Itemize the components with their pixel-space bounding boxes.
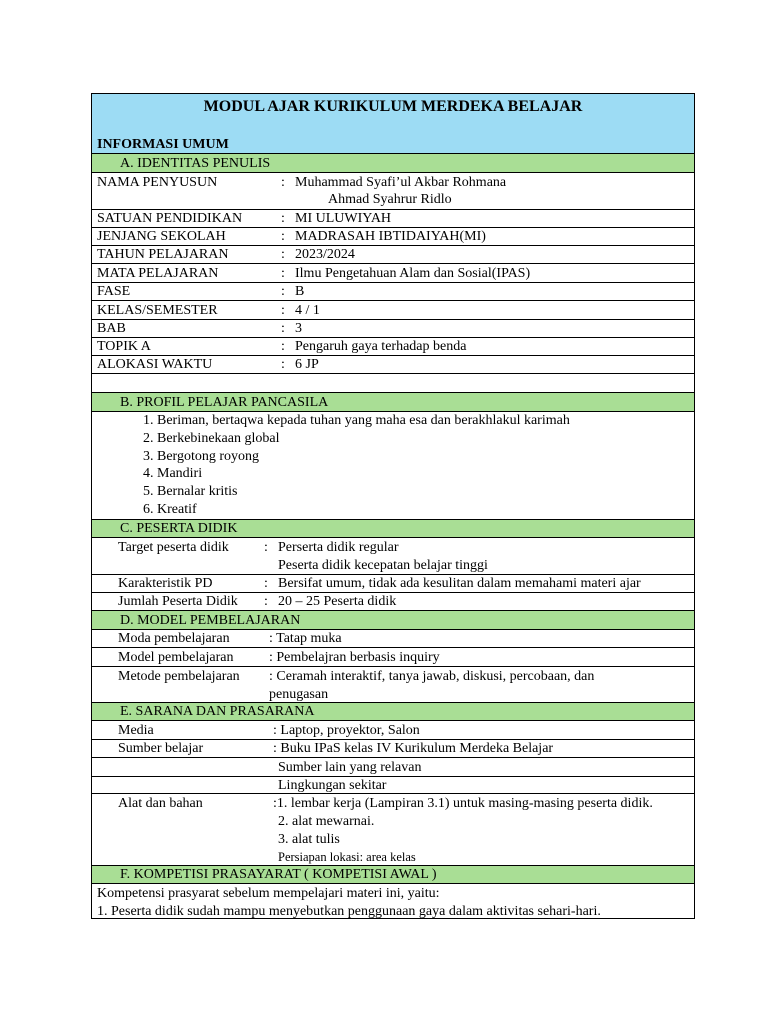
- row-value: 4 / 1: [295, 303, 320, 318]
- table-row: [92, 356, 694, 374]
- row-label: TOPIK A: [97, 339, 151, 354]
- row-value: 20 – 25 Peserta didik: [278, 594, 397, 609]
- document-title: MODUL AJAR KURIKULUM MERDEKA BELAJAR: [203, 98, 583, 115]
- table-row: [92, 246, 694, 264]
- row-value: Pengaruh gaya terhadap benda: [295, 339, 467, 354]
- list-item: 1. Beriman, bertaqwa kepada tuhan yang maha esa dan berakhlakul karimah: [143, 413, 570, 428]
- table-row: [92, 538, 694, 575]
- row-value: 3. alat tulis: [278, 832, 340, 847]
- list-item: 5. Bernalar kritis: [143, 484, 238, 499]
- table-row: [92, 338, 694, 356]
- row-label: TAHUN PELAJARAN: [97, 247, 229, 262]
- table-row: [92, 283, 694, 301]
- section-d-title: D. MODEL PEMBELAJARAN: [120, 613, 301, 628]
- row-label: JENJANG SEKOLAH: [97, 229, 226, 244]
- row-value: MI ULUWIYAH: [295, 211, 392, 226]
- row-value: : Pembelajran berbasis inquiry: [269, 650, 440, 665]
- row-label: Moda pembelajaran: [118, 631, 230, 646]
- row-label: Karakteristik PD: [118, 576, 213, 591]
- colon: :: [281, 247, 285, 262]
- row-value: 6 JP: [295, 357, 319, 372]
- row-value: :1. lembar kerja (Lampiran 3.1) untuk masing-masing peserta didik.: [273, 796, 653, 811]
- document-header: [92, 94, 694, 154]
- colon: :: [281, 303, 285, 318]
- table-row: [92, 777, 694, 794]
- section-e-heading: [92, 703, 694, 721]
- row-value: 3: [295, 321, 302, 336]
- table-row: [92, 721, 694, 740]
- profile-list: [92, 412, 694, 520]
- row-value: : Buku IPaS kelas IV Kurikulum Merdeka Belajar: [273, 741, 554, 756]
- row-value: Bersifat umum, tidak ada kesulitan dalam memahami materi ajar: [278, 576, 641, 591]
- colon: :: [281, 229, 285, 244]
- table-row: [92, 740, 694, 758]
- section-c-title: C. PESERTA DIDIK: [120, 521, 238, 536]
- row-label: BAB: [97, 321, 126, 336]
- table-row: [92, 648, 694, 667]
- section-general-info: INFORMASI UMUM: [97, 137, 229, 152]
- table-row: [92, 794, 694, 866]
- table-row: [92, 593, 694, 611]
- list-item: 3. Bergotong royong: [143, 449, 260, 464]
- table-row: [92, 630, 694, 648]
- row-label: FASE: [97, 284, 131, 299]
- list-item: 4. Mandiri: [143, 466, 203, 481]
- row-value: Persiapan lokasi: area kelas: [278, 850, 416, 864]
- row-label: Metode pembelajaran: [118, 669, 240, 684]
- colon: :: [264, 576, 268, 591]
- row-label: MATA PELAJARAN: [97, 266, 219, 281]
- table-row: [92, 301, 694, 320]
- row-label: NAMA PENYUSUN: [97, 175, 218, 190]
- row-value: B: [295, 284, 305, 299]
- colon: :: [264, 594, 268, 609]
- colon: :: [281, 339, 285, 354]
- row-value: : Laptop, proyektor, Salon: [273, 723, 420, 738]
- table-row: [92, 575, 694, 593]
- colon: :: [281, 211, 285, 226]
- section-a-heading: [92, 154, 694, 173]
- table-row: [92, 320, 694, 338]
- row-value-2: penugasan: [269, 687, 329, 702]
- colon: :: [281, 357, 285, 372]
- row-label: Model pembelajaran: [118, 650, 234, 665]
- row-value-2: Ahmad Syahrur Ridlo: [328, 192, 452, 207]
- row-value: 2. alat mewarnai.: [278, 814, 375, 829]
- row-label: Alat dan bahan: [118, 796, 203, 811]
- list-item: 6. Kreatif: [143, 502, 197, 517]
- row-value: Muhammad Syafi’ul Akbar Rohmana: [295, 175, 507, 190]
- row-label: KELAS/SEMESTER: [97, 303, 218, 318]
- section-f-heading: [92, 866, 694, 884]
- empty-row: [92, 374, 694, 393]
- colon: :: [281, 321, 285, 336]
- table-row: [92, 173, 694, 210]
- row-label: Sumber belajar: [118, 741, 204, 756]
- row-value: 2023/2024: [295, 247, 355, 262]
- row-value: MADRASAH IBTIDAIYAH(MI): [295, 229, 486, 244]
- colon: :: [281, 175, 285, 190]
- row-label: SATUAN PENDIDIKAN: [97, 211, 243, 226]
- row-label: Media: [118, 723, 154, 738]
- row-label: Jumlah Peserta Didik: [118, 594, 238, 609]
- colon: :: [281, 284, 285, 299]
- table-row: [92, 758, 694, 777]
- section-d-heading: [92, 611, 694, 630]
- row-value: Ilmu Pengetahuan Alam dan Sosial(IPAS): [295, 266, 531, 281]
- row-value: : Ceramah interaktif, tanya jawab, diskusi, percobaan, dan: [269, 669, 595, 684]
- row-value: : Tatap muka: [269, 631, 342, 646]
- list-item: 2. Berkebinekaan global: [143, 431, 280, 446]
- row-value: Perserta didik regular: [278, 540, 399, 555]
- table-row: [92, 264, 694, 283]
- section-b-title: B. PROFIL PELAJAR PANCASILA: [120, 395, 329, 410]
- row-label: ALOKASI WAKTU: [97, 357, 213, 372]
- section-b-heading: [92, 393, 694, 412]
- row-value: Lingkungan sekitar: [278, 778, 387, 793]
- paragraph-line: 1. Peserta didik sudah mampu menyebutkan penggunaan gaya dalam aktivitas sehari-hari.: [97, 904, 601, 919]
- colon: :: [264, 540, 268, 555]
- section-a-title: A. IDENTITAS PENULIS: [120, 156, 271, 171]
- paragraph-line: Kompetensi prasyarat sebelum mempelajari materi ini, yaitu:: [97, 886, 440, 901]
- table-row: [92, 228, 694, 246]
- row-value: Sumber lain yang relavan: [278, 760, 422, 775]
- row-label: Target peserta didik: [118, 540, 229, 555]
- section-f-title: F. KOMPETISI PRASAYARAT ( KOMPETISI AWAL ): [120, 867, 437, 882]
- section-c-heading: [92, 520, 694, 538]
- table-row: [92, 210, 694, 228]
- competency-text: [92, 884, 694, 920]
- module-document: [91, 93, 695, 919]
- row-value-2: Peserta didik kecepatan belajar tinggi: [278, 558, 488, 573]
- colon: :: [281, 266, 285, 281]
- section-e-title: E. SARANA DAN PRASARANA: [120, 704, 315, 719]
- table-row: [92, 667, 694, 703]
